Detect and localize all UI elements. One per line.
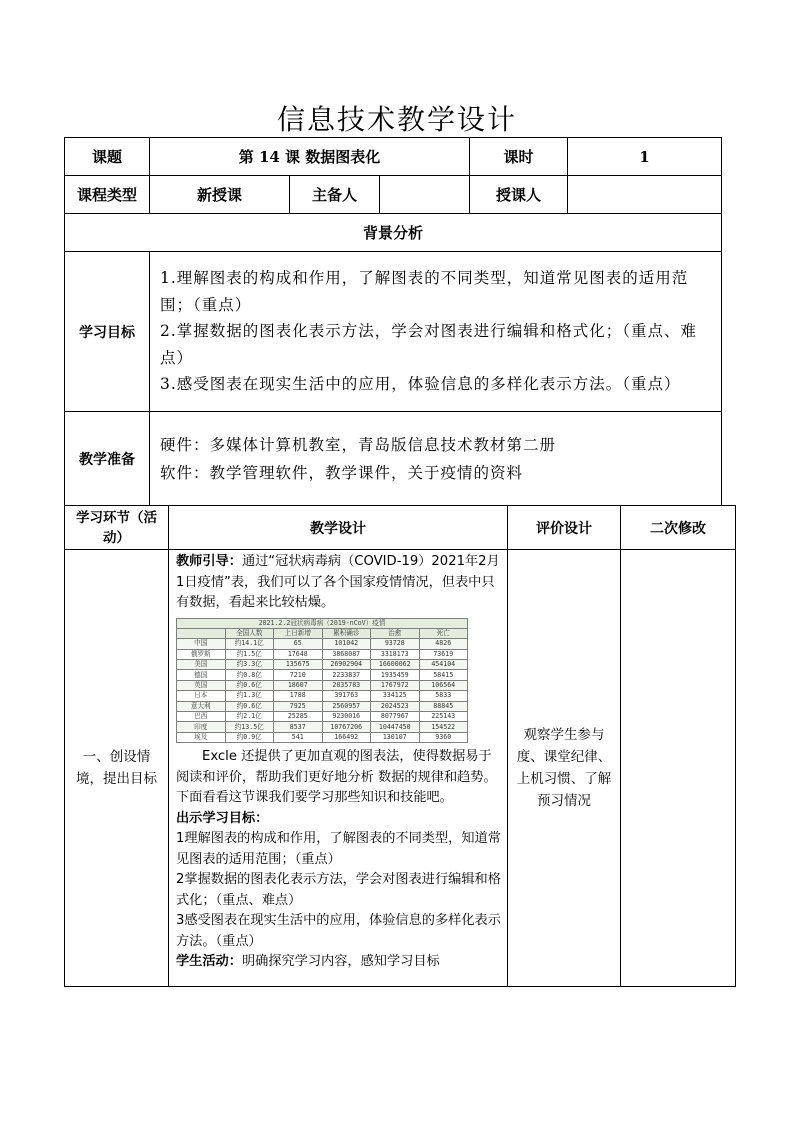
intro-label: 教师引导：: [176, 554, 242, 569]
hardware-text: 硬件：多媒体计算机教室，青岛版信息技术教材第二册: [160, 435, 557, 454]
covid-table-cell: 9360: [419, 732, 468, 742]
covid-table-cell: 106564: [419, 680, 468, 690]
covid-table-row: [177, 712, 468, 722]
objectives-content: [150, 252, 722, 412]
revision-cell: [621, 550, 736, 987]
teaching-process-table: [64, 505, 736, 987]
preparer-value: [380, 176, 470, 214]
course-type-label: 课程类型: [65, 176, 150, 214]
teacher-label: 授课人: [470, 176, 568, 214]
preparer-label: 主备人: [290, 176, 380, 214]
covid-table-cell: 391763: [322, 691, 371, 701]
covid-table-cell: 1767972: [371, 680, 420, 690]
covid-table-cell: 英国: [177, 680, 226, 690]
revision-header: 二次修改: [621, 506, 736, 550]
covid-table-cell: 88845: [419, 701, 468, 711]
covid-table-cell: 7210: [274, 670, 323, 680]
covid-table-cell: 日本: [177, 691, 226, 701]
covid-table-cell: 65: [274, 639, 323, 649]
covid-table-cell: 225143: [419, 712, 468, 722]
design-header: 教学设计: [169, 506, 508, 550]
covid-table-cell: 135675: [274, 660, 323, 670]
covid-table-cell: 17648: [274, 649, 323, 659]
covid-table-cell: 166492: [322, 732, 371, 742]
covid-table-cell: 454104: [419, 660, 468, 670]
goal-item: 1理解图表的构成和作用，了解图表的不同类型，知道常见图表的适用范围；（重点）: [176, 831, 501, 867]
covid-table-cell: 8537: [274, 722, 323, 732]
covid-table-row: [177, 649, 468, 659]
covid-table-row: [177, 660, 468, 670]
covid-table-cell: 101042: [322, 639, 371, 649]
covid-table-row: [177, 722, 468, 732]
covid-table-cell: 18607: [274, 680, 323, 690]
covid-table-cell: 美国: [177, 660, 226, 670]
covid-table-cell: 73619: [419, 649, 468, 659]
activity-label: 学生活动：: [176, 954, 242, 970]
period-label: 课时: [470, 138, 568, 176]
covid-table-cell: 约0.8亿: [225, 670, 274, 680]
excel-paragraph: Excle 还提供了更加直观的图表法，使得数据易于阅读和评价，帮助我们更好地分析 数据的规律和趋势。下面看看这节课我们要学习那些知识和技能吧。: [176, 749, 497, 806]
lesson-info-table: [64, 137, 722, 506]
covid-table-cell: 2560957: [322, 701, 371, 711]
intro-text: 通过“冠状病毒病（COVID-19）2021年2月1日疫情”表，我们可以了各个国家疫情情况，但表中只有数据，看起来比较枯燥。: [176, 554, 500, 610]
covid-table-cell: 334125: [371, 691, 420, 701]
goal-item: 2掌握数据的图表化表示方法，学会对图表进行编辑和格式化；（重点、难点）: [176, 872, 501, 908]
covid-table-cell: 2835783: [322, 680, 371, 690]
covid-table-cell: 26902904: [322, 660, 371, 670]
lesson-value: 第 14 课 数据图表化: [150, 138, 470, 176]
covid-table-cell: 541: [274, 732, 323, 742]
covid-table-cell: 1788: [274, 691, 323, 701]
covid-table-header: 治愈: [371, 628, 420, 638]
covid-table-cell: 25285: [274, 712, 323, 722]
objective-item: 2.掌握数据的图表化表示方法，学会对图表进行编辑和格式化；（重点、难点）: [160, 322, 698, 367]
covid-table-cell: 4826: [419, 639, 468, 649]
preparation-label: 教学准备: [65, 412, 150, 506]
stage-cell: 一、创设情境，提出目标: [65, 550, 169, 987]
covid-table-cell: 3868087: [322, 649, 371, 659]
stage-header: 学习环节（活动）: [65, 506, 169, 550]
intro-paragraph: [176, 552, 501, 614]
covid-table-cell: 德国: [177, 670, 226, 680]
covid-table-cell: 约1.5亿: [225, 649, 274, 659]
covid-table-cell: 约3.3亿: [225, 660, 274, 670]
covid-table-cell: 16600062: [371, 660, 420, 670]
objective-item: 1.理解图表的构成和作用，了解图表的不同类型，知道常见图表的适用范围；（重点）: [160, 269, 689, 314]
covid-table-cell: 约0.6亿: [225, 680, 274, 690]
covid-table-caption: 2021.2.2冠状病毒病（2019-nCoV）疫情: [177, 618, 468, 628]
covid-table-cell: 约0.9亿: [225, 732, 274, 742]
lesson-label: 课题: [65, 138, 150, 176]
covid-table-cell: 2024523: [371, 701, 420, 711]
covid-table-row: [177, 670, 468, 680]
course-type-value: 新授课: [150, 176, 290, 214]
covid-table-cell: 俄罗斯: [177, 649, 226, 659]
covid-table-header: 死亡: [419, 628, 468, 638]
covid-table-cell: 1935459: [371, 670, 420, 680]
covid-table-row: [177, 639, 468, 649]
covid-table-cell: 约13.5亿: [225, 722, 274, 732]
covid-table-cell: 3318173: [371, 649, 420, 659]
goal-item: 3感受图表在现实生活中的应用，体验信息的多样化表示方法。（重点）: [176, 913, 501, 949]
covid-table-header: 累积确诊: [322, 628, 371, 638]
covid-table-cell: 58415: [419, 670, 468, 680]
covid-table-header: [177, 628, 226, 638]
covid-table-cell: 意大利: [177, 701, 226, 711]
covid-table-cell: 9230016: [322, 712, 371, 722]
objectives-label: 学习目标: [65, 252, 150, 412]
covid-table-row: [177, 701, 468, 711]
covid-table-header: 上日新增: [274, 628, 323, 638]
covid-table-cell: 154522: [419, 722, 468, 732]
covid-table-cell: 埃及: [177, 732, 226, 742]
objective-item: 3.感受图表在现实生活中的应用，体验信息的多样化表示方法。（重点）: [160, 375, 681, 394]
covid-table-cell: 印度: [177, 722, 226, 732]
covid-table-cell: 93728: [371, 639, 420, 649]
design-cell: [169, 550, 508, 987]
covid-table-cell: 5833: [419, 691, 468, 701]
covid-table-cell: 约2.1亿: [225, 712, 274, 722]
covid-data-table: [176, 618, 468, 744]
covid-table-cell: 巴西: [177, 712, 226, 722]
covid-table-cell: 约1.3亿: [225, 691, 274, 701]
covid-table-row: [177, 680, 468, 690]
covid-table-cell: 2233837: [322, 670, 371, 680]
goals-label: 出示学习目标：: [176, 810, 269, 826]
covid-table-cell: 约0.6亿: [225, 701, 274, 711]
covid-table-row: [177, 732, 468, 742]
covid-table-cell: 8077967: [371, 712, 420, 722]
covid-table-cell: 10447450: [371, 722, 420, 732]
background-analysis-heading: 背景分析: [65, 214, 722, 252]
activity-text: 明确探究学习内容，感知学习目标: [241, 954, 440, 970]
covid-table-header: 全国人数: [225, 628, 274, 638]
evaluation-cell: 观察学生参与度、课堂纪律、上机习惯、了解预习情况: [508, 550, 621, 987]
covid-table-cell: 中国: [177, 639, 226, 649]
evaluation-header: 评价设计: [508, 506, 621, 550]
teacher-value: [568, 176, 722, 214]
activity-paragraph: [176, 952, 501, 973]
covid-table-cell: 130107: [371, 732, 420, 742]
period-value: 1: [568, 138, 722, 176]
covid-table-cell: 7925: [274, 701, 323, 711]
covid-table-image: [176, 618, 468, 744]
covid-table-row: [177, 691, 468, 701]
preparation-content: [150, 412, 722, 506]
covid-table-cell: 10767206: [322, 722, 371, 732]
software-text: 软件：教学管理软件，教学课件，关于疫情的资料: [160, 463, 524, 482]
document-title: 信息技术教学设计: [276, 103, 517, 136]
covid-table-cell: 约14.1亿: [225, 639, 274, 649]
